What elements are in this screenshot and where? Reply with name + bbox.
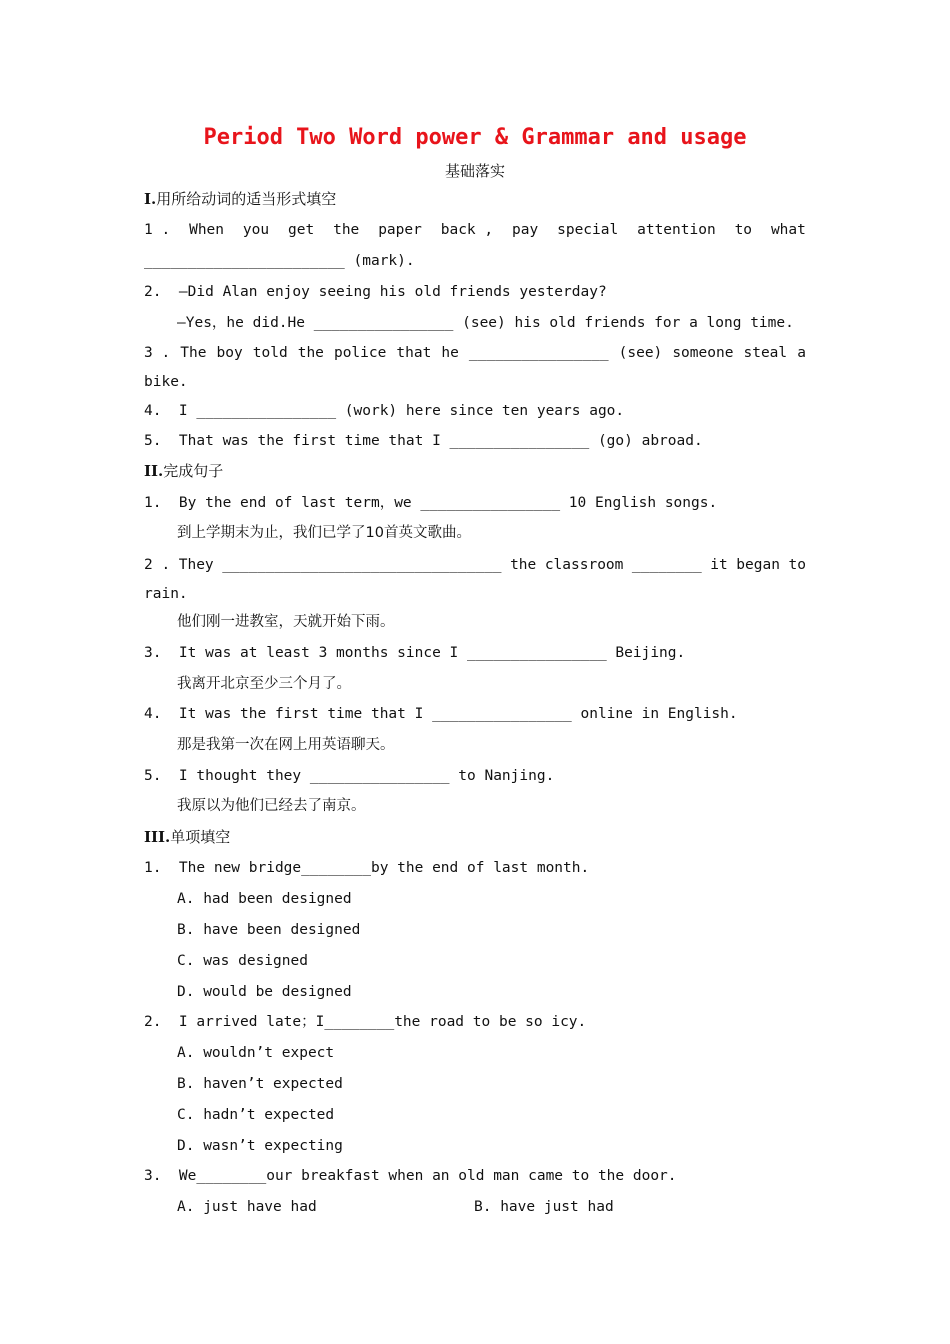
option: D. would be designed [177, 984, 352, 1000]
section-2-heading [144, 462, 223, 480]
s3-question-2: 2. I arrived late；I________the road to be so icy. [144, 1014, 587, 1030]
option: B. have just had [474, 1199, 614, 1215]
s1-question-3-cont: bike. [144, 374, 188, 390]
word: it [710, 557, 728, 573]
word: paper [378, 222, 422, 238]
option: C. hadn’t expected [177, 1107, 335, 1123]
word: what [770, 222, 806, 238]
word: special [557, 222, 619, 238]
s2-question-1: 1. By the end of last term，we ________________ 10 English songs. [144, 495, 718, 511]
option: C. was designed [177, 953, 308, 969]
word: someone [672, 345, 734, 361]
word: steal [743, 345, 788, 361]
word: (see) [618, 345, 663, 361]
blank: ________________ [468, 345, 609, 361]
word: began [736, 557, 780, 573]
word: you [242, 222, 270, 238]
word: attention [637, 222, 716, 238]
option: B. haven’t expected [177, 1076, 343, 1092]
word: They [178, 557, 214, 573]
s1-question-2: 2. —Did Alan enjoy seeing his old friends yesterday? [144, 284, 607, 300]
word: he [441, 345, 459, 361]
option: A. just have had [177, 1199, 317, 1215]
s3-question-3: 3. We________our breakfast when an old man came to the door. [144, 1168, 677, 1184]
s1-question-4: 4. I ________________ (work) here since ten years ago. [144, 403, 625, 419]
s2-question-1-chinese: 到上学期末为止，我们已学了10首英文歌曲。 [177, 525, 471, 541]
word: a [797, 345, 806, 361]
section-title: 单项填空 [170, 828, 231, 846]
word: the [510, 557, 537, 573]
page-subtitle: 基础落实 [444, 162, 505, 180]
option: A. wouldn’t expect [177, 1045, 335, 1061]
word: that [396, 345, 432, 361]
section-numeral: II. [144, 462, 164, 480]
s3-question-1: 1. The new bridge________by the end of last month. [144, 860, 590, 876]
s2-question-3-chinese: 我离开北京至少三个月了。 [177, 676, 351, 692]
word: pay [512, 222, 539, 238]
section-1-heading [144, 190, 336, 208]
s2-question-4: 4. It was the first time that I ________________ online in English. [144, 706, 738, 722]
word: to [788, 557, 806, 573]
s2-question-2-chinese: 他们刚一进教室，天就开始下雨。 [177, 614, 395, 630]
s1-question-3 [144, 344, 806, 362]
s1-question-5: 5. That was the first time that I ________________ (go) abroad. [144, 433, 703, 449]
section-numeral: III. [144, 828, 171, 846]
s2-question-4-chinese: 那是我第一次在网上用英语聊天。 [177, 737, 395, 753]
word: told [252, 345, 288, 361]
s2-question-5: 5. I thought they ________________ to Nanjing. [144, 768, 555, 784]
section-3-heading [144, 828, 230, 846]
word: back , [440, 222, 494, 238]
word: police [333, 345, 387, 361]
s1-question-2-answer: —Yes，he did.He ________________ (see) his old friends for a long time. [177, 315, 794, 331]
blank: ________ [631, 557, 702, 573]
s1-question-1 [144, 221, 806, 239]
s2-question-2 [144, 556, 806, 574]
section-numeral: I. [144, 190, 157, 208]
option: D. wasn’t expecting [177, 1138, 343, 1154]
s2-question-2-cont: rain. [144, 586, 188, 602]
s1-question-1-cont: _______________________ (mark). [144, 253, 415, 269]
word: 2 . [144, 557, 171, 573]
section-title: 完成句子 [163, 462, 224, 480]
word: 3 . [144, 345, 171, 361]
page-title: Period Two Word power & Grammar and usage [203, 125, 747, 150]
option: A. had been designed [177, 891, 352, 907]
word: 1 . [144, 222, 171, 238]
word: to [734, 222, 753, 238]
s2-question-3: 3. It was at least 3 months since I ________________ Beijing. [144, 645, 686, 661]
word: the [333, 222, 360, 238]
word: get [288, 222, 315, 238]
word: When [189, 222, 225, 238]
blank: ________________________________ [222, 557, 502, 573]
option: B. have been designed [177, 922, 361, 938]
word: The [180, 345, 207, 361]
word: classroom [544, 557, 624, 573]
word: boy [216, 345, 243, 361]
s2-question-5-chinese: 我原以为他们已经去了南京。 [177, 798, 366, 814]
word: the [297, 345, 324, 361]
section-title: 用所给动词的适当形式填空 [156, 190, 337, 208]
